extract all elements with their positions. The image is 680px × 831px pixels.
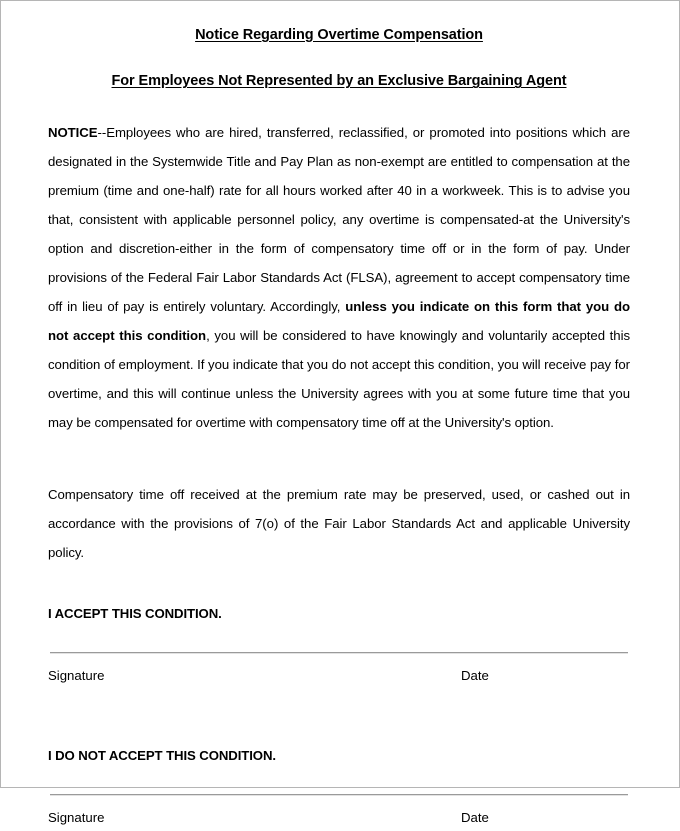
notice-lead-bold: NOTICE: [48, 124, 98, 140]
notice-emphasis-bold: unless you indicate on this form that you do not accept this condition: [48, 298, 630, 343]
notice-text-before-emphasis: --Employees who are hired, transferred, reclassified, or promoted into positions which are designated in the Systemwide Title and Pay Plan as non-exempt are entitled to compensation at the premium (time and one-half) rate for all hours worked after 40 in a workweek. This is to advise you that, consistent with applicable personnel policy, any overtime is compensated-at the University's option and discretion-either in the form of compensatory time off or in the form of pay. Under provisions of the Federal Fair Labor Standards Act (FLSA), agreement to accept compensatory time off in lieu of pay is entirely voluntary. Accordingly,: [48, 124, 630, 314]
document-content: [48, 1, 630, 831]
accept-signature-block: [48, 652, 630, 689]
decline-signature-labels: [48, 809, 630, 831]
document-title-main: Notice Regarding Overtime Compensation: [195, 27, 483, 43]
decline-date-label: Date: [461, 809, 489, 825]
accept-signature-line[interactable]: [50, 652, 628, 653]
accept-condition-heading: I ACCEPT THIS CONDITION.: [48, 605, 222, 621]
decline-condition-heading: I DO NOT ACCEPT THIS CONDITION.: [48, 747, 276, 763]
notice-paragraph: [48, 118, 630, 437]
decline-signature-line[interactable]: [50, 794, 628, 795]
document-title-subtitle: For Employees Not Represented by an Exclusive Bargaining Agent: [111, 73, 567, 90]
accept-date-label: Date: [461, 667, 489, 683]
decline-signature-block: [48, 794, 630, 831]
decline-signature-label: Signature: [48, 809, 105, 825]
accept-signature-labels: [48, 667, 630, 689]
notice-text-after-emphasis: , you will be considered to have knowingly and voluntarily accepted this condition of employment. If you indicate that you do not accept this condition, you will receive pay for overtime, and this will continue unless the University agrees with you at some future time that you may be compensated for overtime with compensatory time off at the University's option.: [48, 327, 631, 430]
accept-signature-label: Signature: [48, 667, 105, 683]
comp-time-paragraph: Compensatory time off received at the premium rate may be preserved, used, or cashed out in accordance with the provisions of 7(o) of the Fair Labor Standards Act and applicable University policy.: [48, 486, 630, 560]
